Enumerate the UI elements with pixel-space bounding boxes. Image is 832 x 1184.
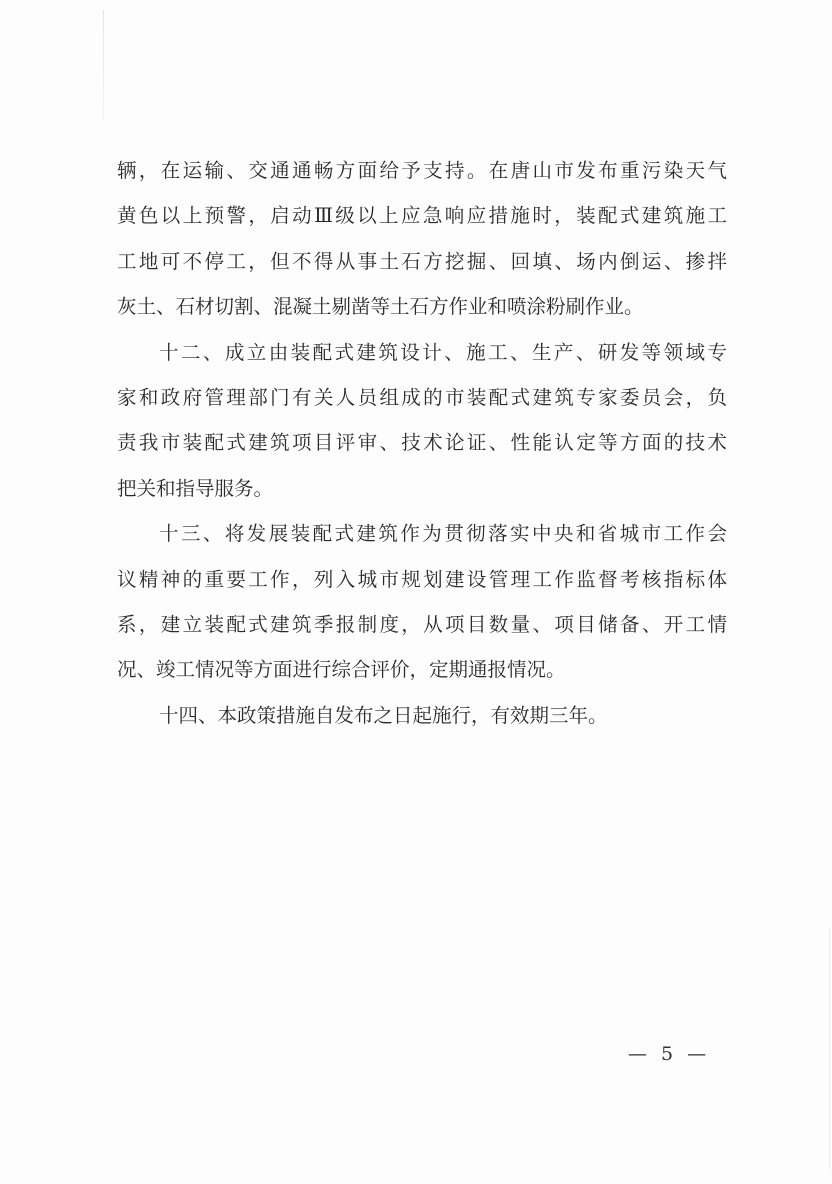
scan-fold-line (103, 10, 104, 120)
text-line: 灰土、石材切割、混凝土剔凿等土石方作业和喷涂粉刷作业。 (117, 295, 644, 319)
paragraph-item-14 (117, 693, 727, 738)
text-line: 家和政府管理部门有关人员组成的市装配式建筑专家委员会，负 (117, 385, 727, 409)
text-line: 十二、成立由装配式建筑设计、施工、生产、研发等领域专 (159, 340, 727, 364)
text-line: 辆，在运输、交通通畅方面给予支持。在唐山市发布重污染天气 (117, 159, 727, 182)
text-line: 系，建立装配式建筑季报制度，从项目数量、项目储备、开工情 (117, 612, 727, 636)
text-line: 黄色以上预警，启动Ⅲ级以上应急响应措施时，装配式建筑施工 (117, 204, 727, 228)
text-line: 工地可不停工，但不得从事土石方挖掘、回填、场内倒运、掺拌 (117, 249, 727, 273)
page-number: — 5 — (628, 1043, 711, 1065)
text-line: 十三、将发展装配式建筑作为贯彻落实中央和省城市工作会 (159, 522, 727, 546)
text-line: 把关和指导服务。 (117, 476, 274, 500)
text-line: 责我市装配式建筑项目评审、技术论证、性能认定等方面的技术 (117, 431, 727, 455)
paragraph-item-12 (117, 330, 727, 512)
scan-edge-line (829, 930, 830, 1170)
text-line: 十四、本政策措施自发布之日起施行，有效期三年。 (159, 703, 608, 727)
paragraph-item-13 (117, 511, 727, 693)
text-line: 况、竣工情况等方面进行综合评价，定期通报情况。 (117, 658, 566, 682)
paragraph-continuation (117, 148, 727, 330)
text-line: 议精神的重要工作，列入城市规划建设管理工作监督考核指标体 (117, 567, 727, 591)
document-body (117, 148, 727, 738)
